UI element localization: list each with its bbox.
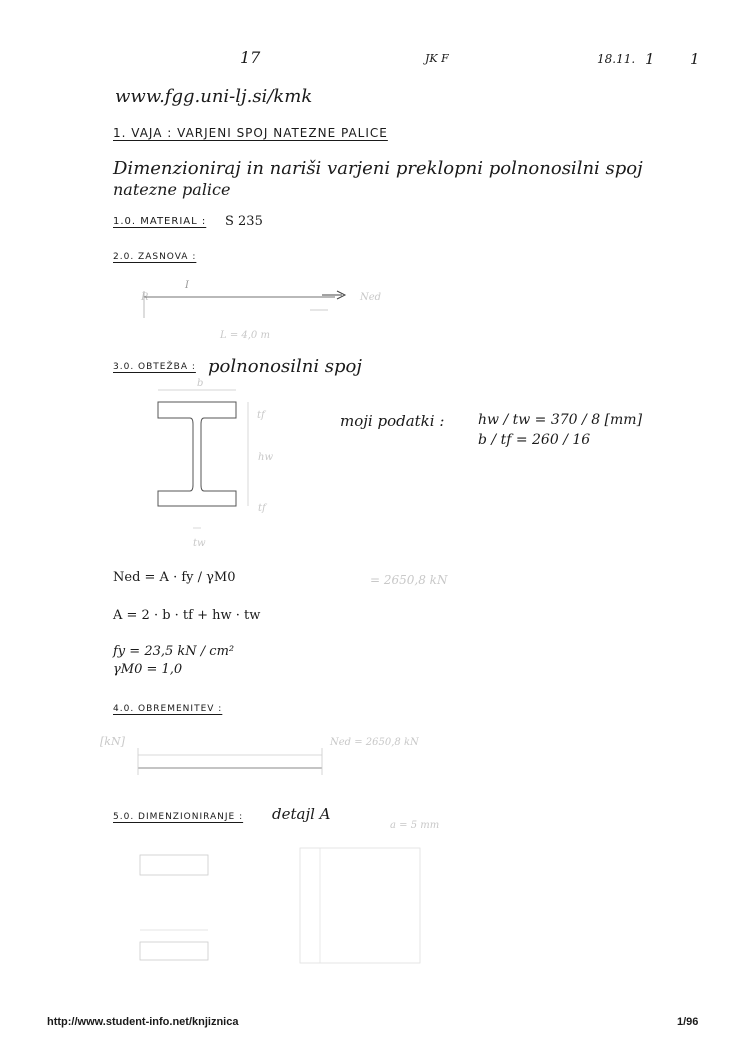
my-data-label: moji podatki : xyxy=(340,412,445,430)
length-label: L = 4,0 m xyxy=(220,330,270,341)
full-strength-note: polnonosilni spoj xyxy=(208,356,362,377)
section-design-label: 2.0. ZASNOVA : xyxy=(113,252,197,262)
task-line-1: Dimenzioniraj in nariši varjeni preklopni polnonosilni spoj xyxy=(113,158,643,179)
dim-tw: tw xyxy=(193,538,206,549)
load-label: Ned xyxy=(360,292,382,303)
plate-bottom-view xyxy=(140,942,208,960)
ned-equation: Ned = A · fy / γM0 xyxy=(113,570,236,585)
material-grade: S 235 xyxy=(225,214,263,229)
section-loading-label: 4.0. OBREMENITEV : xyxy=(113,704,223,714)
plate-top-view xyxy=(140,855,208,875)
my-data-line-2: b / tf = 260 / 16 xyxy=(478,432,591,448)
course-url: www.fgg.uni-lj.si/kmk xyxy=(115,86,313,107)
weld-gap-label: a = 5 mm xyxy=(390,820,440,831)
i-section-profile xyxy=(158,402,236,506)
task-line-2: natezne palice xyxy=(113,180,231,199)
detail-a-frame xyxy=(300,848,420,963)
page-number-handwritten: 17 xyxy=(240,48,261,67)
my-data-line-1: hw / tw = 370 / 8 [mm] xyxy=(478,412,643,428)
left-support-label: R xyxy=(141,292,149,303)
dim-hw: hw xyxy=(258,452,273,463)
gamma-value: γM0 = 1,0 xyxy=(113,662,183,677)
ned-result: = 2650,8 kN xyxy=(370,573,448,587)
section-load-label: 3.0. OBTEŽBA : xyxy=(113,362,196,372)
exercise-title: 1. VAJA : VARJENI SPOJ NATEZNE PALICE xyxy=(113,126,388,140)
dim-tf-top: tf xyxy=(257,410,265,421)
dim-b: b xyxy=(197,378,204,389)
segment-label: I xyxy=(185,280,189,291)
sheet-mark-2: 1 xyxy=(690,50,700,68)
footer-page-number: 1/96 xyxy=(677,1016,699,1028)
fy-value: fy = 23,5 kN / cm² xyxy=(113,644,235,659)
unit-label: [kN] xyxy=(100,735,125,748)
loading-value: Ned = 2650,8 kN xyxy=(330,737,419,748)
author-initials: JK F xyxy=(425,52,449,65)
dim-tf-bottom: tf xyxy=(258,503,266,514)
section-sizing-label: 5.0. DIMENZIONIRANJE : xyxy=(113,812,244,822)
section-material-label: 1.0. MATERIAL : xyxy=(113,216,207,227)
footer-url[interactable]: http://www.student-info.net/knjiznica xyxy=(47,1016,239,1028)
date: 18.11. xyxy=(597,52,636,66)
detail-a-label: detajl A xyxy=(272,805,331,823)
sheet-mark-1: 1 xyxy=(645,50,655,68)
area-equation: A = 2 · b · tf + hw · tw xyxy=(113,608,261,623)
